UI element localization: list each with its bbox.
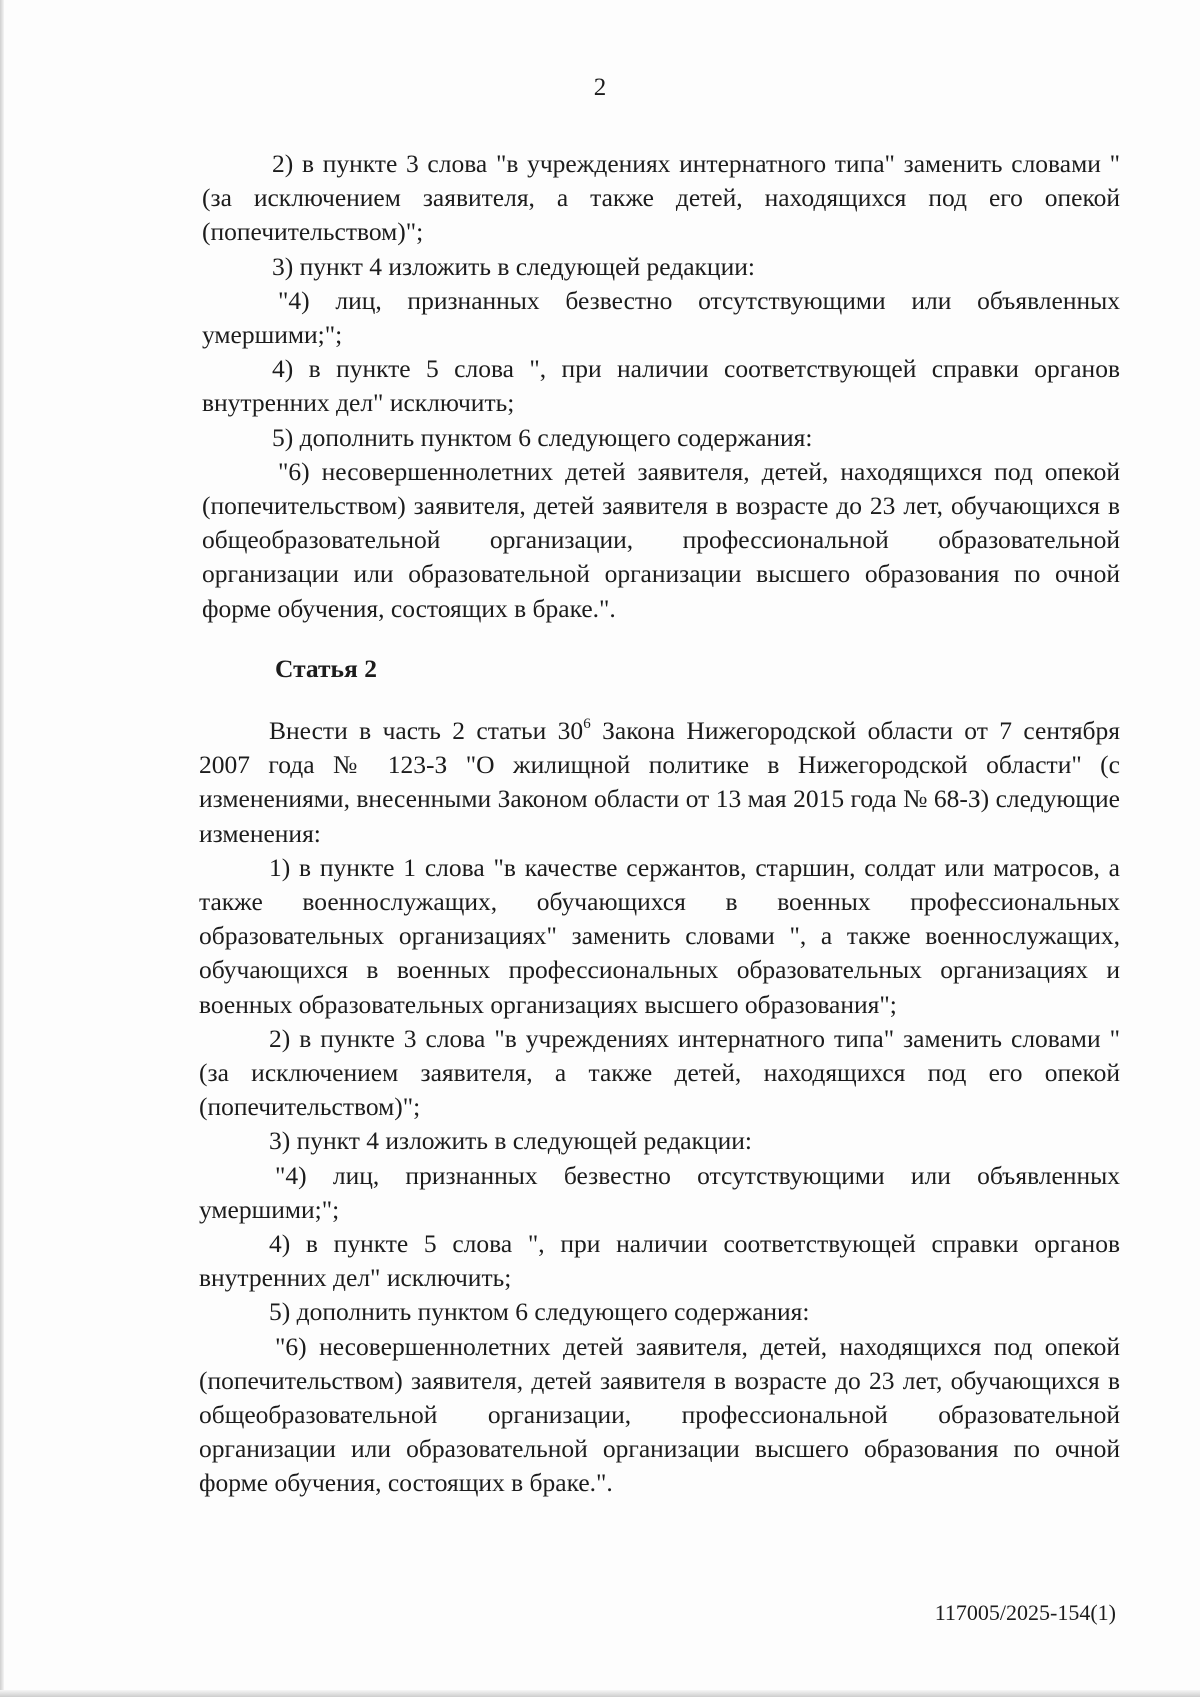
paragraph: 5) дополнить пунктом 6 следующего содержания: [269,1297,810,1327]
paragraph: "4) лиц, признанных безвестно отсутствующими или объявленных умершими;"; [202,285,1120,350]
paragraph: 3) пункт 4 изложить в следующей редакции: [269,1126,752,1156]
paragraph: "4) лиц, признанных безвестно отсутствующими или объявленных умершими;"; [199,1160,1120,1224]
paragraph: "6) несовершеннолетних детей заявителя, детей, находящихся под опекой (попечительством) заявителя, детей заявителя в возрасте до 23 лет, обучающихся в общеобразовательной организации, профессиональной образовательной организации или образовательной организации высшего образования по очной форме обучения, состоящих в браке.". [199,1331,1120,1498]
paragraph: "6) несовершеннолетних детей заявителя, детей, находящихся под опекой (попечительством) заявителя, детей заявителя в возрасте до 23 лет, обучающихся в общеобразовательной организации, профессиональной образовательной организации или образовательной организации высшего образования по очной форме обучения, состоящих в браке.". [202,456,1120,623]
paragraph: 4) в пункте 5 слова ", при наличии соответствующей справки органов внутренних дел" исключить; [202,354,1120,418]
scan-edge-bottom [0,1690,1200,1697]
scan-edge-left [0,0,4,1697]
paragraph: 5) дополнить пунктом 6 следующего содержания: [272,422,813,452]
paragraph: 2) в пункте 3 слова "в учреждениях интернатного типа" заменить словами "(за исключением заявителя, а также детей, находящихся под его опекой (попечительством)"; [199,1023,1120,1122]
article-superscript: 6 [583,715,591,732]
paragraph: 2) в пункте 3 слова "в учреждениях интернатного типа" заменить словами "(за исключением заявителя, а также детей, находящихся под его опекой (попечительством)"; [202,149,1120,247]
paragraph: 3) пункт 4 изложить в следующей редакции: [272,251,755,281]
amendments-block-2 [199,714,1120,1501]
page-number: 2 [593,74,607,101]
intro-text-end: Закона Нижегородской области от 7 сентября 2007 года № 123-З "О жилищной политике в Нижегородской области" (с изменениями, внесенными Законом области от 13 мая 2015 года № 68-З) следующие изменения: [199,716,1121,848]
article-intro-paragraph [199,714,1120,851]
amendments-block-1 [202,147,1120,626]
paragraph: 4) в пункте 5 слова ", при наличии соответствующей справки органов внутренних дел" исключить; [199,1229,1120,1293]
paragraph: 1) в пункте 1 слова "в качестве сержантов, старшин, солдат или матросов, а также военнослужащих, обучающихся в военных профессиональных образовательных организациях" заменить словами ", а также военнослужащих, обучающихся в военных профессиональных образовательных организациях и военных образовательных организациях высшего образования"; [199,852,1120,1019]
intro-text-start: Внести в часть 2 статьи 30 [269,716,584,745]
document-code: 117005/2025-154(1) [934,1600,1116,1625]
article-heading: Статья 2 [275,654,377,683]
